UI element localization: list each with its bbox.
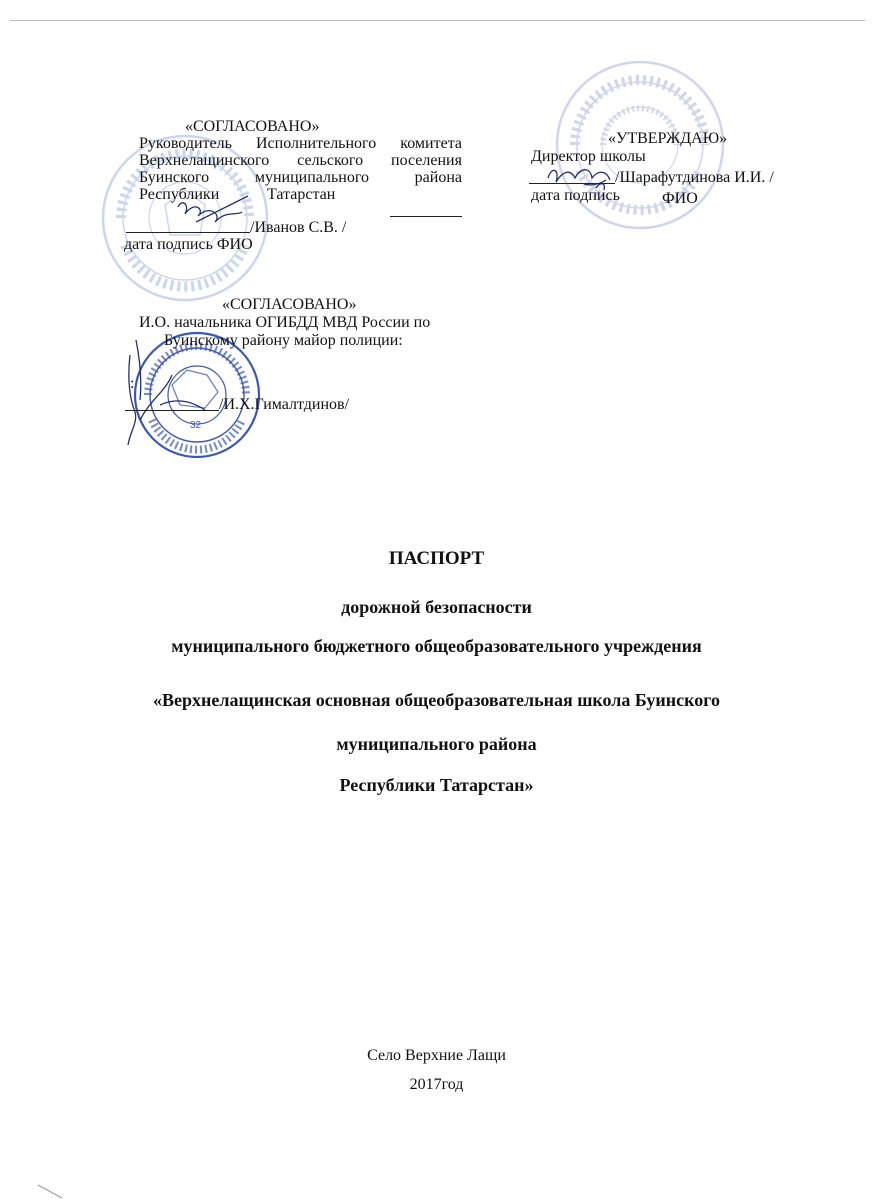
right-approval-caption-date-sign: дата подпись bbox=[531, 187, 620, 204]
police-approval-colon: : bbox=[130, 375, 135, 392]
police-stamp-number: 32 bbox=[190, 420, 202, 431]
police-approval-line2: Буинскому району майор полиции: bbox=[164, 332, 403, 349]
left-approval-line4-word2: Татарстан bbox=[267, 186, 336, 203]
document-line2: «Верхнелащинская основная общеобразовательная школа Буинского bbox=[153, 690, 720, 710]
left-approval-header: «СОГЛАСОВАНО» bbox=[185, 118, 320, 135]
left-approval-line3-word3: района bbox=[414, 169, 462, 186]
right-approval-signature-name: /Шарафутдинова И.И. / bbox=[615, 169, 774, 186]
document-line4: Республики Татарстан» bbox=[339, 775, 534, 795]
right-approval-caption-fio: ФИО bbox=[662, 190, 698, 207]
document-line1: муниципального бюджетного общеобразовательного учреждения bbox=[171, 636, 702, 656]
left-approval-line1 bbox=[139, 135, 462, 152]
police-approval-signature-name: /И.Х.Гималтдинов/ bbox=[219, 396, 350, 413]
left-approval-line2 bbox=[139, 152, 462, 169]
left-approval-line1-word1: Руководитель bbox=[139, 135, 232, 152]
document-subtitle: дорожной безопасности bbox=[341, 597, 532, 617]
police-approval-header: «СОГЛАСОВАНО» bbox=[222, 296, 357, 313]
document-line3: муниципального района bbox=[336, 734, 537, 754]
top-border-line bbox=[10, 20, 865, 21]
right-approval-position: Директор школы bbox=[531, 148, 646, 165]
left-approval-line3-word2: муниципального bbox=[254, 169, 369, 186]
police-approval-line1: И.О. начальника ОГИБДД МВД России по bbox=[139, 314, 431, 331]
gimaltdinov-signature bbox=[128, 340, 205, 445]
left-approval-line2-word3: поселения bbox=[391, 152, 462, 169]
left-approval-signature-line bbox=[126, 232, 250, 233]
right-approval-signature-line bbox=[529, 183, 615, 184]
right-approval-header: «УТВЕРЖДАЮ» bbox=[608, 130, 728, 147]
left-approval-signature-name: /Иванов С.В. / bbox=[250, 219, 347, 236]
document-title: ПАСПОРТ bbox=[388, 548, 485, 569]
left-approval-line1-word3: комитета bbox=[400, 135, 462, 152]
left-approval-line2-word2: сельского bbox=[297, 152, 364, 169]
left-approval-line1-word2: Исполнительного bbox=[255, 135, 377, 152]
footer-place: Село Верхние Лащи bbox=[367, 1047, 506, 1064]
left-approval-caption: дата подпись ФИО bbox=[124, 236, 253, 253]
left-approval-line2-word1: Верхнелащинского bbox=[139, 152, 270, 169]
police-approval-signature-line bbox=[125, 410, 219, 411]
signatures bbox=[128, 170, 610, 445]
left-approval-line4-word1: Республики bbox=[139, 186, 220, 203]
ivanov-signature bbox=[178, 203, 242, 222]
left-approval-line3 bbox=[139, 169, 462, 186]
left-approval-date-line bbox=[390, 216, 462, 217]
police-stamp bbox=[135, 333, 259, 457]
corner-mark bbox=[38, 1185, 62, 1198]
footer-year: 2017год bbox=[409, 1076, 464, 1093]
left-approval-line3-word1: Буинского bbox=[139, 169, 210, 186]
